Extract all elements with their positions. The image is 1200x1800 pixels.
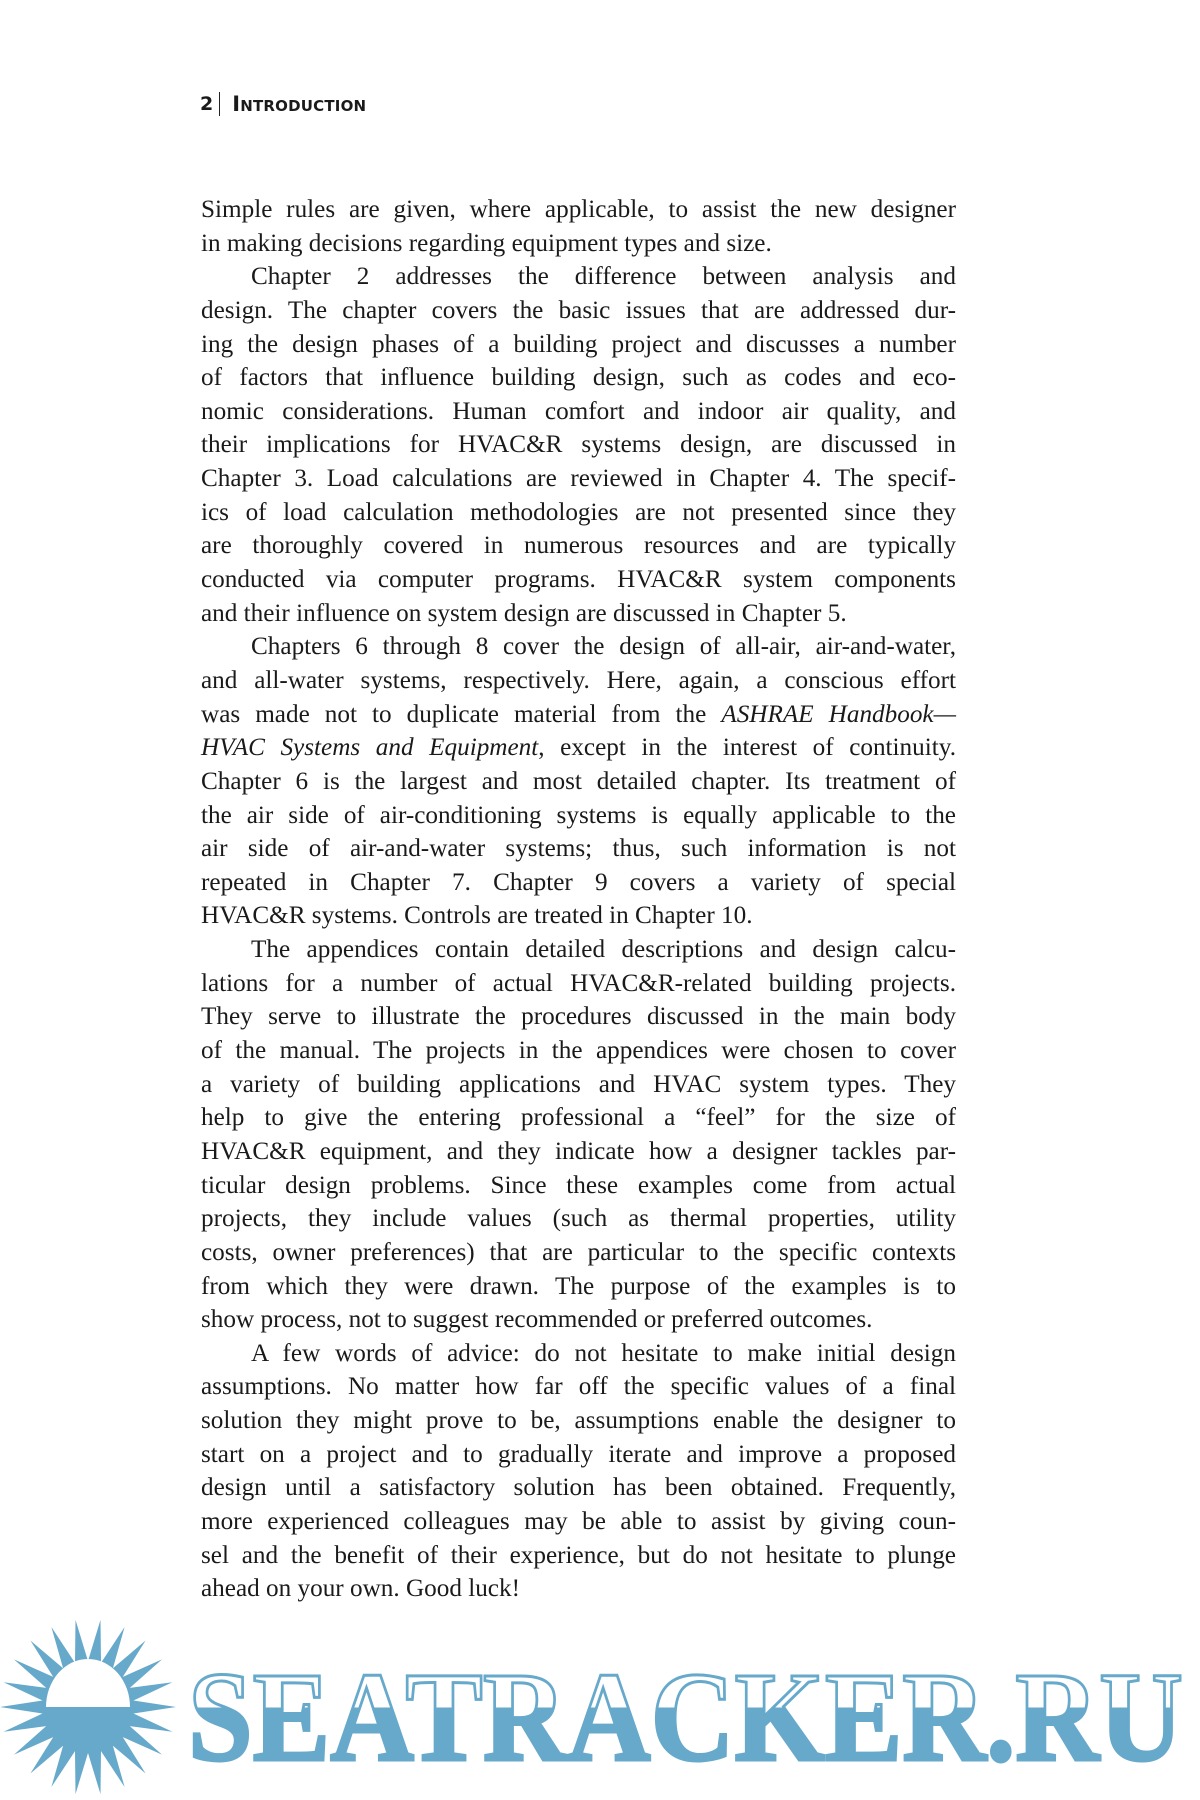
running-header — [200, 92, 366, 116]
text-line: more experienced colleagues may be able to assist by giving coun- — [201, 1507, 956, 1535]
italic-title: ASHRAE Handbook— — [721, 700, 956, 728]
text-line: HVAC&R systems. Controls are treated in Chapter 10. — [201, 902, 753, 930]
text-line: They serve to illustrate the procedures discussed in the main body — [201, 1003, 956, 1031]
text-line: Chapter 6 is the largest and most detailed chapter. Its treatment of — [201, 767, 956, 795]
text-line: design until a satisfactory solution has been obtained. Frequently, — [201, 1474, 956, 1502]
text-line: ahead on your own. Good luck! — [201, 1575, 520, 1603]
text-line: are thoroughly covered in numerous resources and are typically — [201, 532, 956, 560]
text-line: show process, not to suggest recommended or preferred outcomes. — [201, 1306, 873, 1334]
text-segment: was made not to duplicate material from the — [201, 700, 722, 728]
text-line: sel and the benefit of their experience, but do not hesitate to plunge — [201, 1541, 956, 1569]
text-line: Chapters 6 through 8 cover the design of all-air, air-and-water, — [251, 633, 956, 661]
text-line: and all-water systems, respectively. Here, again, a conscious effort — [201, 666, 956, 694]
text-line: Chapter 3. Load calculations are reviewed in Chapter 4. The specif- — [201, 465, 956, 493]
text-line: ing the design phases of a building project and discusses a number — [201, 330, 956, 358]
page-number: 2 — [200, 92, 220, 116]
text-line: start on a project and to gradually iterate and improve a proposed — [201, 1440, 956, 1468]
text-line: solution they might prove to be, assumptions enable the designer to — [201, 1407, 956, 1435]
text-line: in making decisions regarding equipment types and size. — [201, 229, 772, 257]
text-line: lations for a number of actual HVAC&R-related building projects. — [201, 969, 956, 997]
text-line: Chapter 2 addresses the difference between analysis and — [251, 263, 956, 291]
text-line: assumptions. No matter how far off the specific values of a final — [201, 1373, 956, 1401]
body-text — [201, 193, 956, 1606]
watermark-text: SEATRACKER.RU — [188, 1646, 1183, 1788]
text-line — [201, 698, 956, 732]
text-line — [201, 731, 956, 765]
text-line: air side of air-and-water systems; thus, such information is not — [201, 835, 956, 863]
text-line: of factors that influence building design, such as codes and eco- — [201, 364, 956, 392]
text-line: help to give the entering professional a “feel” for the size of — [201, 1104, 956, 1132]
text-line: design. The chapter covers the basic issues that are addressed dur- — [201, 296, 956, 324]
text-line: ticular design problems. Since these examples come from actual — [201, 1171, 956, 1199]
text-line: from which they were drawn. The purpose of the examples is to — [201, 1272, 956, 1300]
text-line: repeated in Chapter 7. Chapter 9 covers a variety of special — [201, 868, 956, 896]
text-line: a variety of building applications and HVAC system types. They — [201, 1070, 956, 1098]
text-line: costs, owner preferences) that are particular to the specific contexts — [201, 1238, 956, 1266]
text-line: of the manual. The projects in the appendices were chosen to cover — [201, 1037, 956, 1065]
text-line: their implications for HVAC&R systems design, are discussed in — [201, 431, 956, 459]
text-segment: , except in the interest of continuity. — [538, 734, 956, 762]
text-line: and their influence on system design are discussed in Chapter 5. — [201, 599, 847, 627]
text-line: A few words of advice: do not hesitate to make initial design — [251, 1339, 956, 1367]
text-line: ics of load calculation methodologies are not presented since they — [201, 498, 956, 526]
text-line: the air side of air-conditioning systems is equally applicable to the — [201, 801, 956, 829]
text-line: HVAC&R equipment, and they indicate how a designer tackles par- — [201, 1137, 956, 1165]
sun-icon — [0, 1620, 176, 1794]
chapter-title: Introduction — [232, 92, 367, 116]
text-line: Simple rules are given, where applicable, to assist the new designer — [201, 196, 956, 223]
watermark-logo — [0, 1615, 1200, 1800]
text-line: The appendices contain detailed descriptions and design calcu- — [251, 936, 956, 964]
italic-title: HVAC Systems and Equipment — [201, 734, 539, 762]
text-line: conducted via computer programs. HVAC&R system components — [201, 566, 956, 594]
text-line: projects, they include values (such as thermal properties, utility — [201, 1205, 956, 1233]
text-line: nomic considerations. Human comfort and indoor air quality, and — [201, 397, 956, 425]
